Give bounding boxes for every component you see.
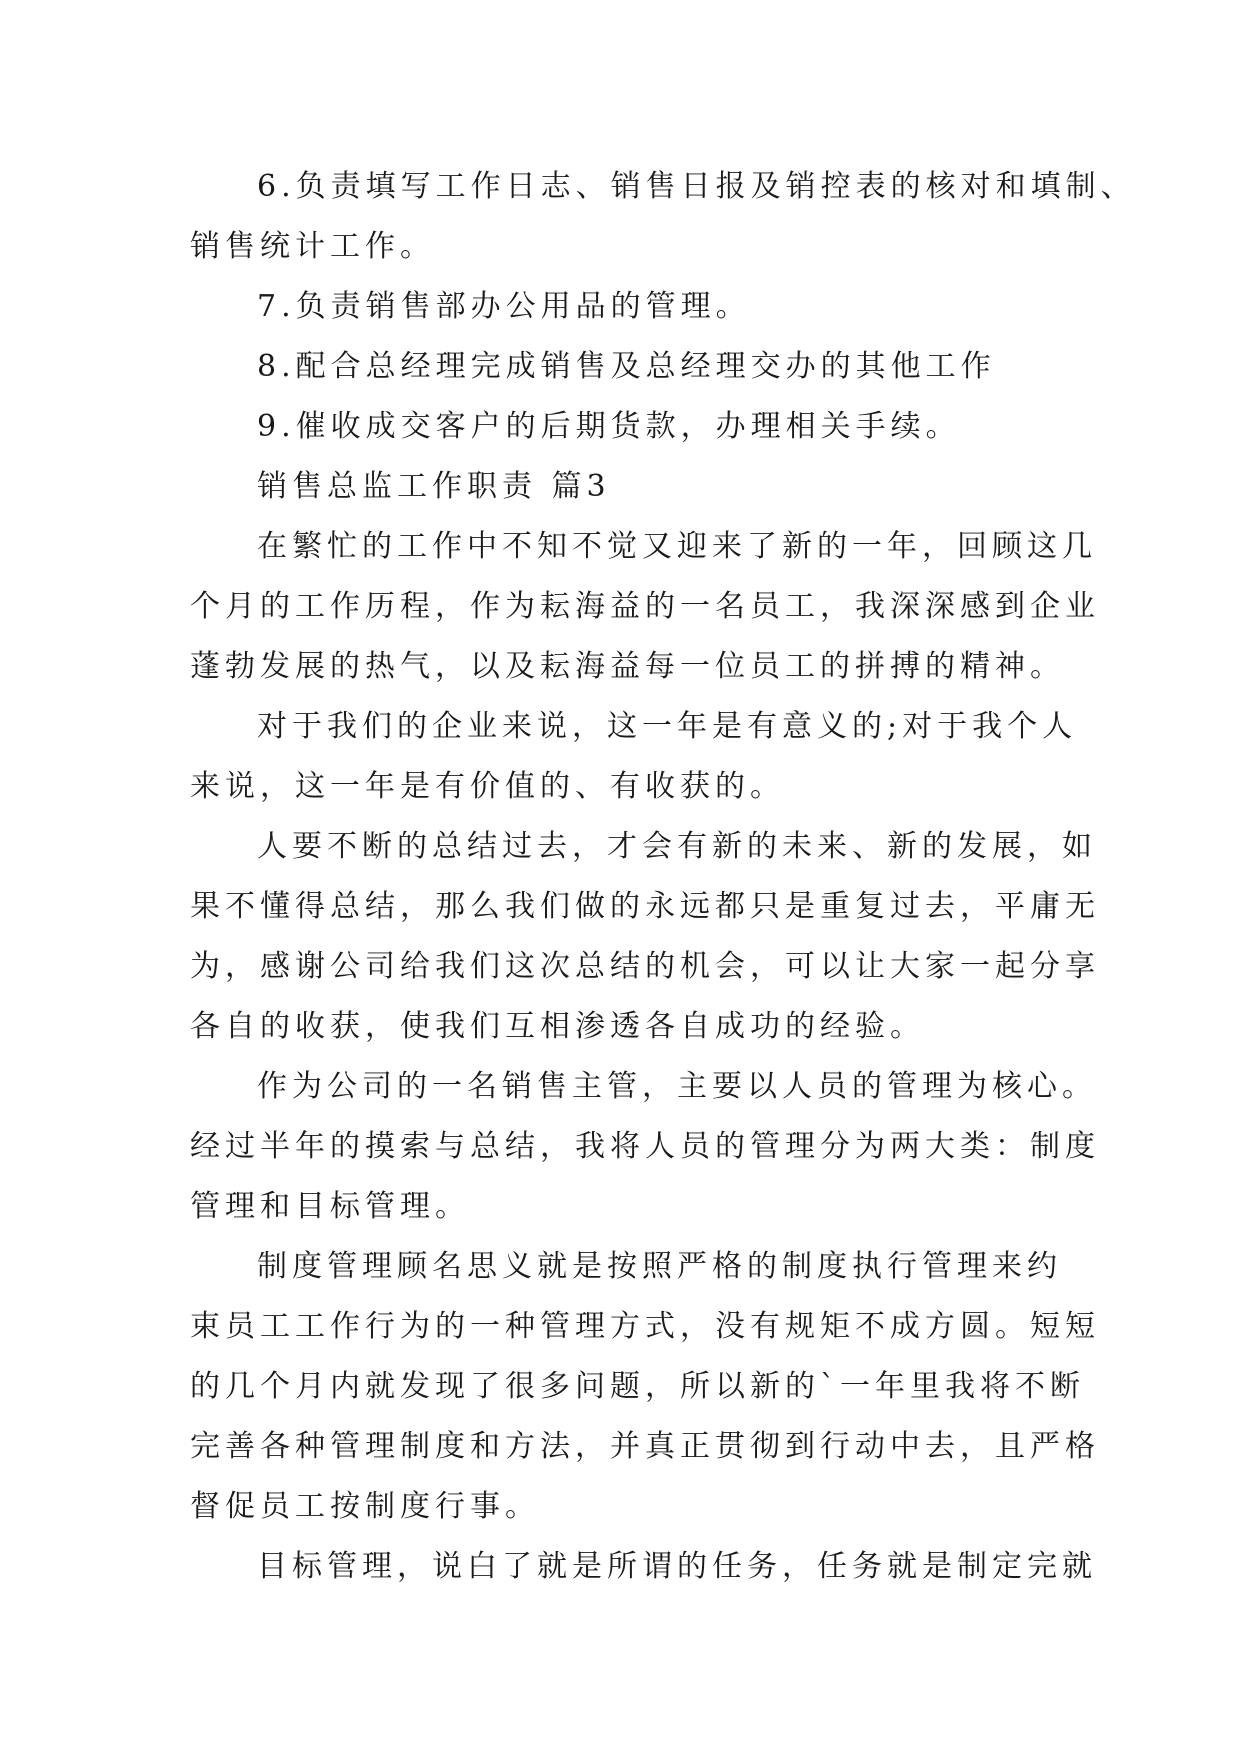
paragraph-line: 蓬勃发展的热气，以及耘海益每一位员工的拼搏的精神。 bbox=[190, 649, 1065, 684]
paragraph-line: 为，感谢公司给我们这次总结的机会，可以让大家一起分享 bbox=[190, 949, 1100, 984]
paragraph-line: 制度管理顾名思义就是按照严格的制度执行管理来约 bbox=[257, 1249, 1062, 1284]
list-item-6: 6.负责填写工作日志、销售日报及销控表的核对和填制、 bbox=[257, 169, 1136, 204]
list-item-7: 7.负责销售部办公用品的管理。 bbox=[257, 289, 751, 324]
list-item-6-continued: 销售统计工作。 bbox=[190, 229, 435, 264]
paragraph-line: 作为公司的一名销售主管，主要以人员的管理为核心。 bbox=[257, 1069, 1097, 1104]
paragraph-line: 目标管理，说白了就是所谓的任务，任务就是制定完就 bbox=[257, 1549, 1097, 1584]
paragraph-line: 经过半年的摸索与总结，我将人员的管理分为两大类：制度 bbox=[190, 1129, 1100, 1164]
paragraph-line: 各自的收获，使我们互相渗透各自成功的经验。 bbox=[190, 1009, 925, 1044]
paragraph-line: 人要不断的总结过去，才会有新的未来、新的发展，如 bbox=[257, 829, 1097, 864]
paragraph-line: 在繁忙的工作中不知不觉又迎来了新的一年，回顾这几 bbox=[257, 529, 1097, 564]
paragraph-line: 督促员工按制度行事。 bbox=[190, 1489, 540, 1524]
paragraph-line: 个月的工作历程，作为耘海益的一名员工，我深深感到企业 bbox=[190, 589, 1100, 624]
paragraph-line: 管理和目标管理。 bbox=[190, 1189, 470, 1224]
paragraph-line: 果不懂得总结，那么我们做的永远都只是重复过去，平庸无 bbox=[190, 889, 1100, 924]
paragraph-line: 完善各种管理制度和方法，并真正贯彻到行动中去，且严格 bbox=[190, 1429, 1100, 1464]
section-heading: 销售总监工作职责 篇3 bbox=[257, 469, 611, 504]
paragraph-line: 的几个月内就发现了很多问题，所以新的`一年里我将不断 bbox=[190, 1369, 1085, 1404]
paragraph-line: 对于我们的企业来说，这一年是有意义的;对于我个人 bbox=[257, 709, 1078, 744]
paragraph-line: 来说，这一年是有价值的、有收获的。 bbox=[190, 769, 785, 804]
paragraph-line: 束员工工作行为的一种管理方式，没有规矩不成方圆。短短 bbox=[190, 1309, 1100, 1344]
list-item-9: 9.催收成交客户的后期货款，办理相关手续。 bbox=[257, 409, 961, 444]
list-item-8: 8.配合总经理完成销售及总经理交办的其他工作 bbox=[257, 349, 996, 384]
